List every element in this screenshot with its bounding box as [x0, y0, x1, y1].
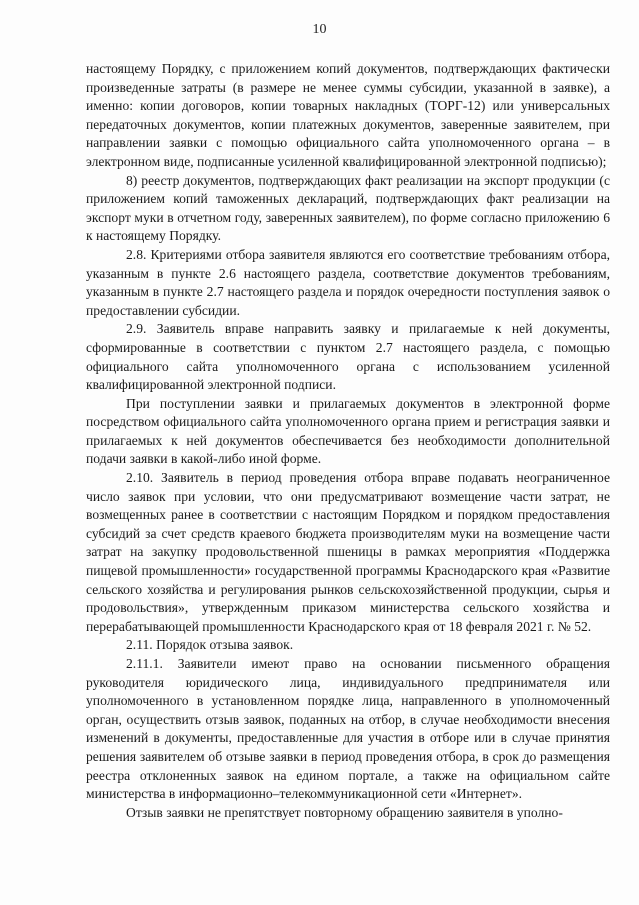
paragraph-recall: Отзыв заявки не препятствует повторному обращению заявителя в уполно-	[126, 804, 563, 820]
paragraph-2-11: 2.11. Порядок отзыва заявок.	[126, 637, 294, 653]
paragraph-2-11-1: 2.11.1. Заявители имеют право на основании письменного обращения руководителя юридического лица, индивидуального предпринимателя или уполномоченного в установленном порядке лица, направленного в уполномоченный орган, осуществить отзыв заявок, поданных на отбор, в случае необходимости внесения изменений в документы, предоставленные для участия в отборе или в случае принятия решения заявителем об отзыве заявки в период проведения отбора, в срок до размещения реестра отклоненных заявок на едином портале, а также на официальном сайте министерства в информационно–телекоммуникационной сети «Интернет».	[86, 656, 610, 802]
paragraph-item-8: 8) реестр документов, подтверждающих факт реализации на экспорт продукции (с приложением копий таможенных деклараций, подтверждающих факт реализации на экспорт муки в отчетном году, заверенных заявителем), по форме согласно приложению 6 к настоящему Порядку.	[86, 172, 610, 244]
paragraph-2-10: 2.10. Заявитель в период проведения отбора вправе подавать неограниченное число заявок при условии, что они предусматривают возмещение части затрат, не возмещенных ранее в соответствии с настоящим Порядком и порядком предоставления субсидий за счет средств краевого бюджета производителям муки на возмещение части затрат на закупку продовольственной пшеницы в рамках мероприятия «Поддержка пищевой промышленности» государственной программы Краснодарского края «Развитие сельского хозяйства и регулирования рынков сельскохозяйственной продукции, сырья и продовольствия», утвержденным приказом министерства сельского хозяйства и перерабатывающей промышленности Краснодарского края от 18 февраля 2021 г. № 52.	[86, 470, 610, 634]
paragraph-2-9: 2.9. Заявитель вправе направить заявку и прилагаемые к ней документы, сформированные в соответствии с пунктом 2.7 настоящего раздела, с помощью официального сайта уполномоченного органа с использованием усиленной квалифицированной электронной подписи.	[86, 321, 610, 393]
paragraph-2-8: 2.8. Критериями отбора заявителя являются его соответствие требованиям отбора, указанным в пункте 2.6 настоящего раздела, соответствие документов требованиям, указанным в пункте 2.7 настоящего раздела и порядок очередности поступления заявок о предоставлении субсидии.	[86, 246, 610, 318]
paragraph-continuation: настоящему Порядку, с приложением копий документов, подтверждающих фактически произведенные затраты (в размере не менее суммы субсидии, указанной в заявке), а именно: копии договоров, копии товарных накладных (ТОРГ-12) или универсальных передаточных документов, копии платежных документов, заверенные заявителем, при направлении заявки с помощью официального сайта уполномоченного органа – в электронном виде, подписанные усиленной квалифицированной электронной подписью);	[86, 61, 610, 169]
paragraph-electronic-receipt: При поступлении заявки и прилагаемых документов в электронной форме посредством официального сайта уполномоченного органа прием и регистрация заявки и прилагаемых к ней документов обеспечивается без необходимости дополнительной подачи заявки в какой-либо иной форме.	[86, 395, 610, 467]
page-number: 10	[312, 22, 327, 37]
document-body	[86, 60, 610, 822]
